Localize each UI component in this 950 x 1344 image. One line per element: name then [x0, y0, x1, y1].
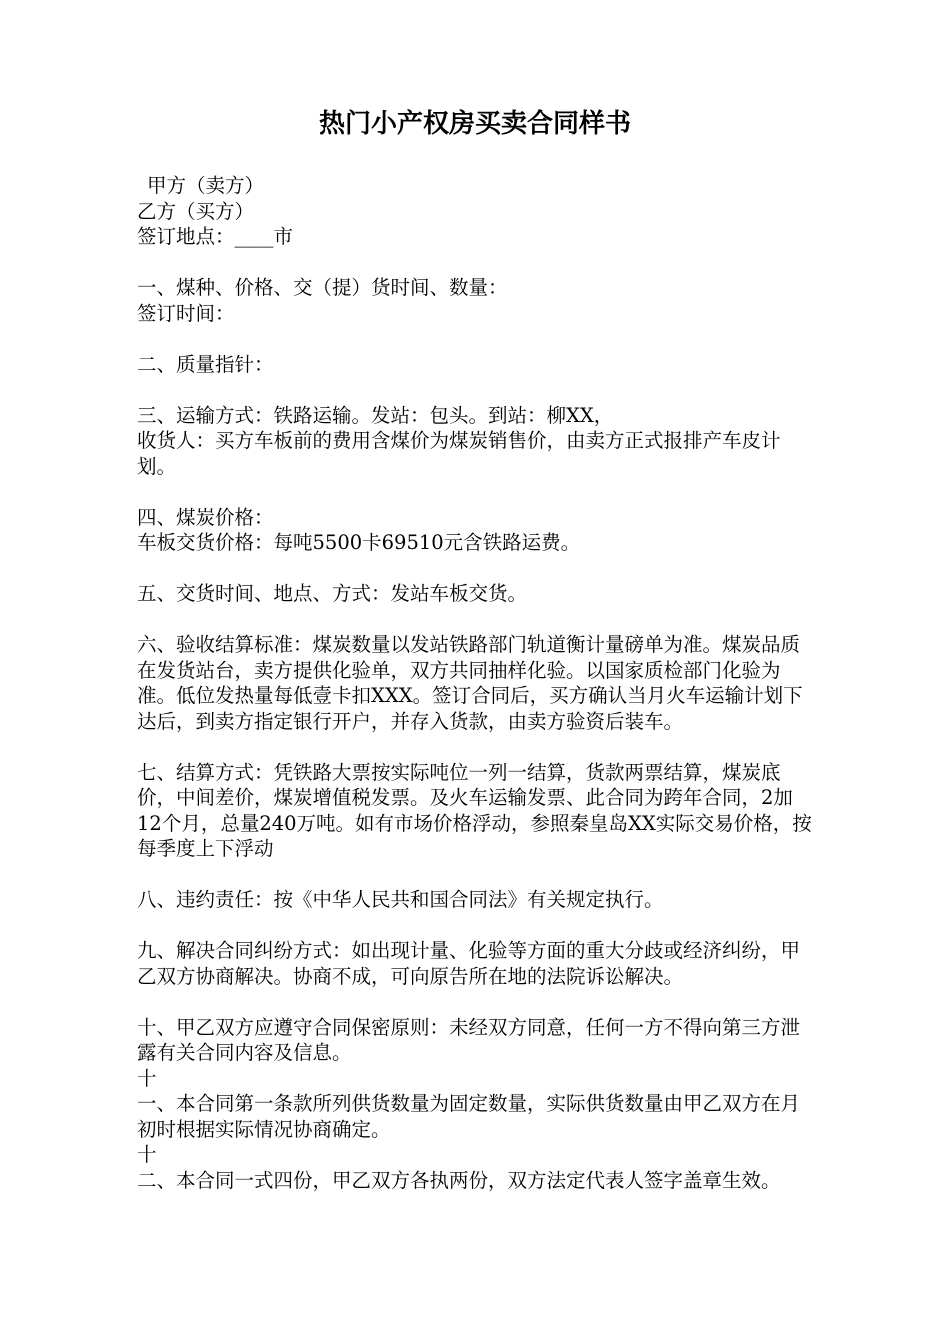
clause-10: 十、甲乙双方应遵守合同保密原则：未经双方同意，任何一方不得向第三方泄露有关合同内容及信息。	[137, 1015, 801, 1064]
clause-9: 九、解决合同纠纷方式：如出现计量、化验等方面的重大分歧或经济纠纷，甲乙双方协商解决。协商不成，可向原告所在地的法院诉讼解决。	[137, 939, 801, 988]
clause-5: 五、交货时间、地点、方式：发站车板交货。	[137, 582, 528, 605]
clause-1-heading: 一、煤种、价格、交（提）货时间、数量：	[137, 276, 508, 299]
clause-1-sign-time: 签订时间：	[137, 301, 235, 325]
clause-4-heading: 四、煤炭价格：	[137, 505, 274, 529]
party-a: 甲方（卖方）	[147, 174, 265, 197]
clause-11: 一、本合同第一条款所列供货数量为固定数量，实际供货数量由甲乙双方在月初时根据实际情况协商确定。	[137, 1092, 801, 1141]
clause-4-price: 车板交货价格：每吨5500卡69510元含铁路运费。	[137, 531, 581, 554]
clause-6: 六、验收结算标准：煤炭数量以发站铁路部门轨道衡计量磅单为准。煤炭品质在发货站台，卖方提供化验单，双方共同抽样化验。以国家质检部门化验为准。低位发热量每低壹卡扣XXX。签订合同后，买方确认当月火车运输计划下达后，到卖方指定银行开户，并存入货款，由卖方验资后装车。	[137, 633, 803, 733]
clause-8: 八、违约责任：按《中华人民共和国合同法》有关规定执行。	[137, 888, 664, 911]
document-body	[137, 173, 817, 1193]
clause-11-prefix: 十	[137, 1066, 157, 1090]
sign-place: 签订地点：____市	[137, 225, 294, 248]
clause-3-line1: 三、运输方式：铁路运输。发站：包头。到站：柳XX，	[137, 403, 614, 427]
clause-12-prefix: 十	[137, 1143, 157, 1166]
clause-2: 二、质量指针：	[137, 352, 274, 376]
document-title: 热门小产权房买卖合同样书	[318, 109, 631, 139]
clause-3-line2: 收货人：买方车板前的费用含煤价为煤炭销售价，由卖方正式报排产车皮计划。	[137, 429, 781, 478]
clause-7: 七、结算方式：凭铁路大票按实际吨位一列一结算，货款两票结算，煤炭底价，中间差价，煤炭增值税发票。及火车运输发票、此合同为跨年合同，2加12个月，总量240万吨。如有市场价格浮动，参照秦皇岛XX实际交易价格，按每季度上下浮动	[137, 760, 812, 860]
clause-12: 二、本合同一式四份，甲乙双方各执两份，双方法定代表人签字盖章生效。	[137, 1168, 781, 1192]
party-b: 乙方（买方）	[137, 199, 255, 223]
